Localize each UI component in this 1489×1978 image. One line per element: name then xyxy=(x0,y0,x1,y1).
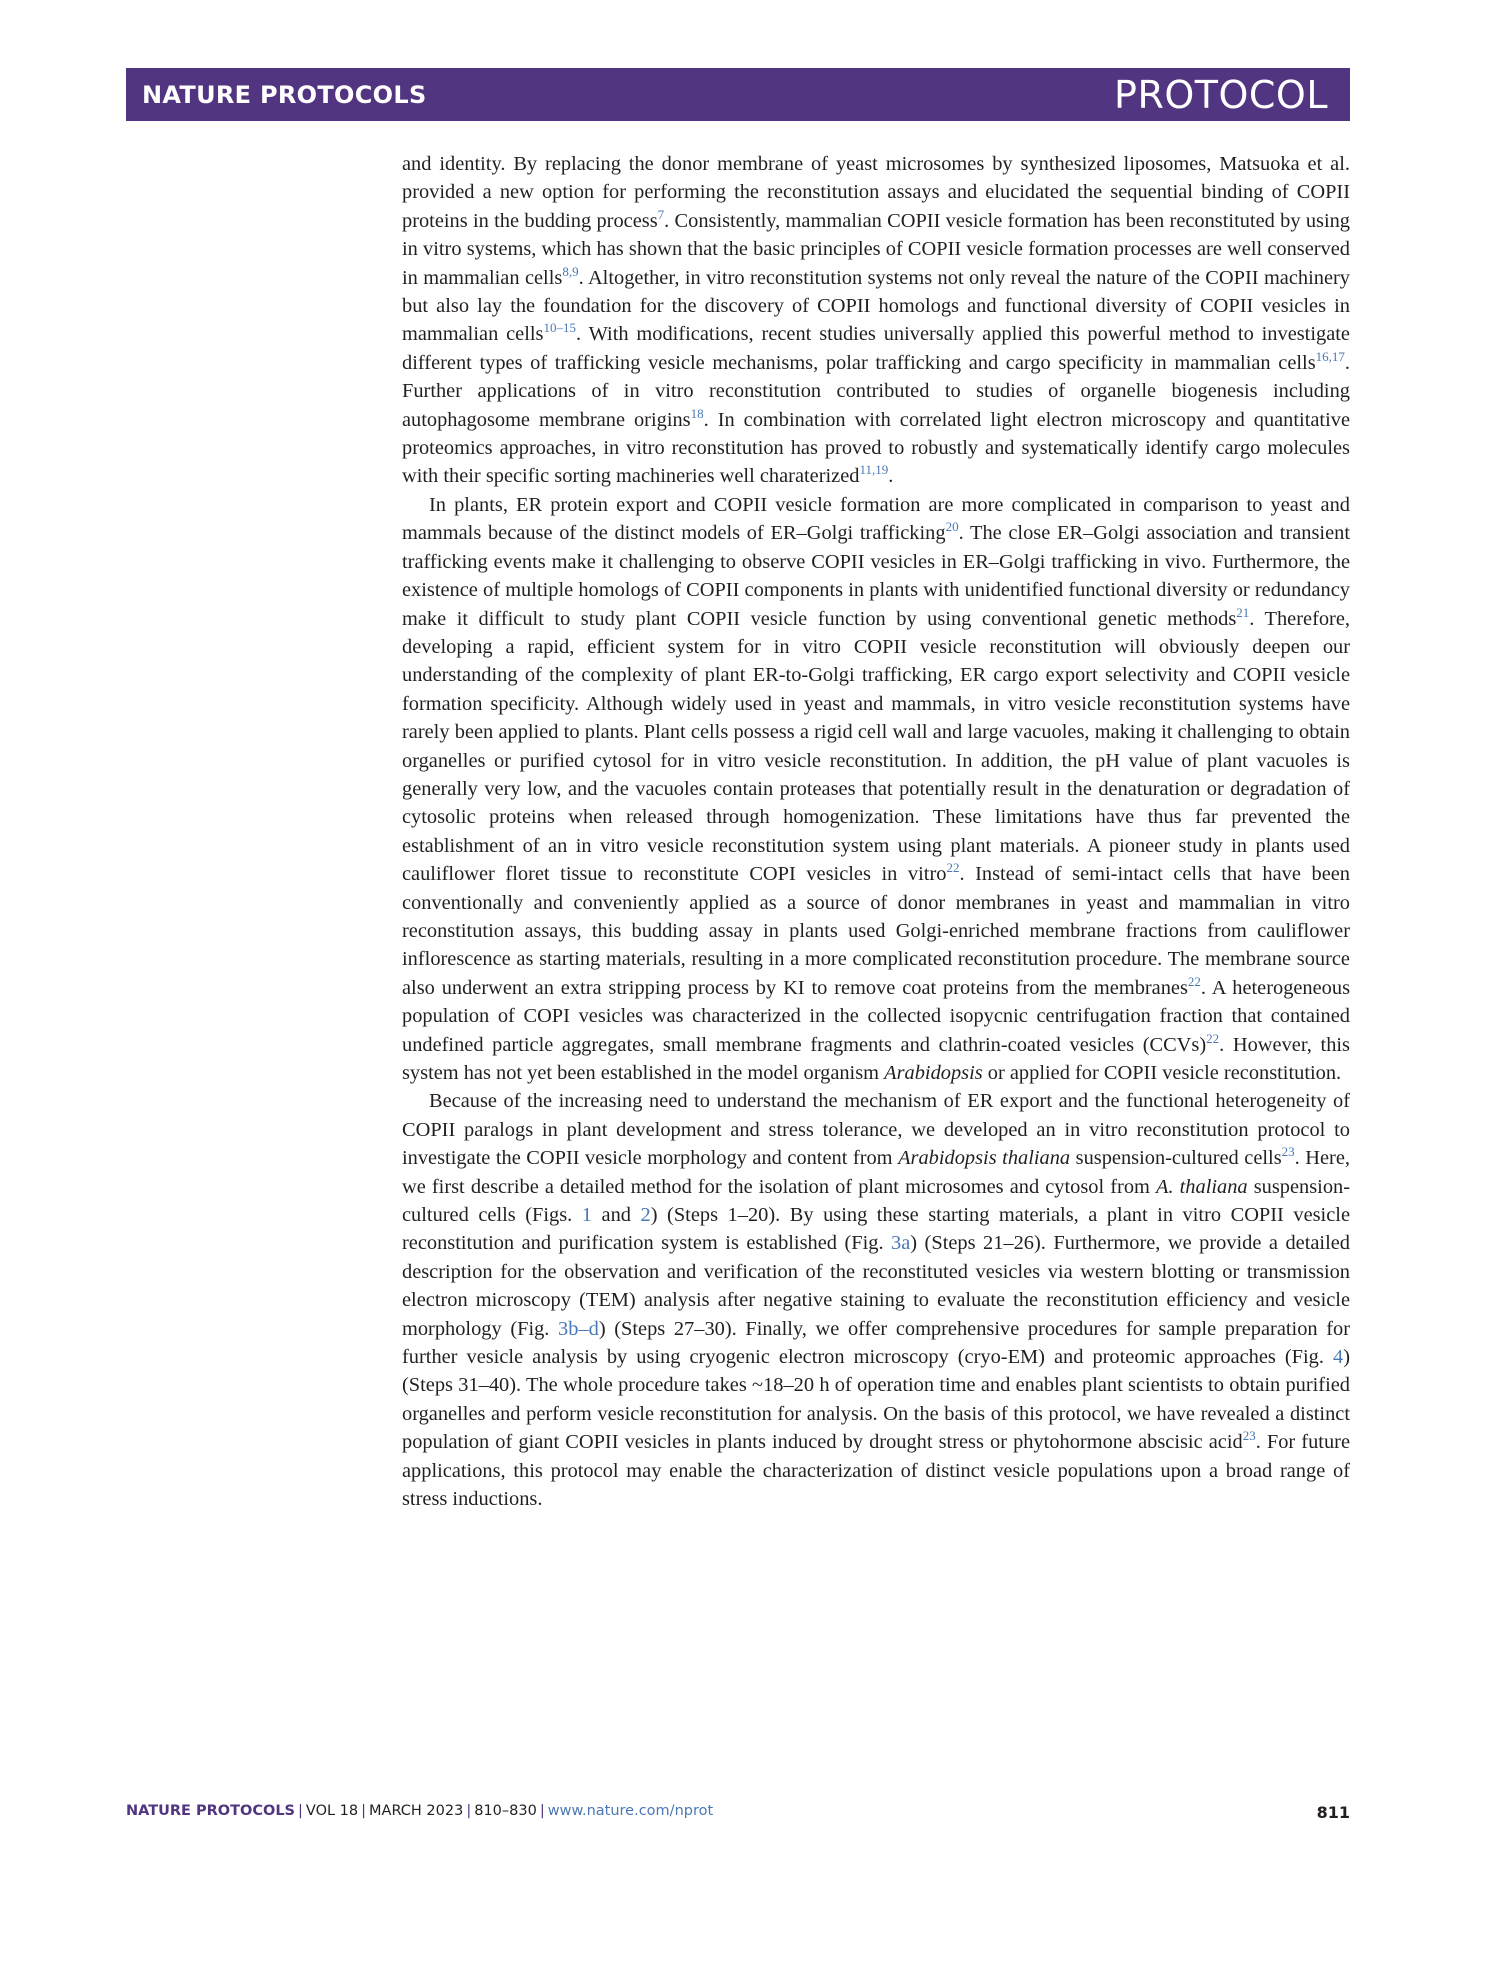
footer-pages: 810–830 xyxy=(474,1803,537,1819)
footer-citation: NATURE PROTOCOLS | VOL 18 | MARCH 2023 | 810–830 | www.nature.com/nprot xyxy=(126,1803,714,1819)
citation-ref-link[interactable]: 16,17 xyxy=(1315,348,1345,364)
footer-volume: VOL 18 xyxy=(305,1803,359,1819)
citation-ref-link[interactable]: 22 xyxy=(946,860,960,876)
citation-ref-link[interactable]: 8,9 xyxy=(562,263,579,279)
italic-species-name: Arabidopsis xyxy=(884,1062,983,1084)
citation-ref-link[interactable]: 11,19 xyxy=(859,462,889,478)
citation-ref-link[interactable]: 21 xyxy=(1236,604,1250,620)
footer-journal[interactable]: NATURE PROTOCOLS xyxy=(126,1803,296,1819)
article-type-label: PROTOCOL xyxy=(1114,72,1328,117)
article-body xyxy=(402,150,1350,1514)
paragraph-1: and identity. By replacing the donor membrane of yeast microsomes by synthesized liposomes, Matsuoka et al. provided a new option for performing the reconstitution assays and elucidated the sequential binding of COPII proteins in the budding process$^7$. Consistently, mammalian COPII vesicle formation has been reconstituted by using in vitro systems, which has shown that the basic principles of COPII vesicle formation processes are well conserved in mammalian cells$^{8,9}$. Altogether, in vitro reconstitution systems not only reveal the nature of the COPII machinery but also lay the foundation for the discovery of COPII homologs and functional diversity of COPII vesicles in mammalian cells$^{10-15}$. With modifications, recent studies universally applied this powerful method to investigate different types of trafficking vesicle mechanisms, polar trafficking and cargo specificity in mammalian cells$^{16,17}$. Further applications of in vitro reconstitution contributed to studies of organelle biogenesis including autophagosome membrane origins$^{18}$. In combination with correlated light electron microscopy and quantitative proteomics approaches, in vitro reconstitution has proved to robustly and systematically identify cargo molecules with their specific sorting machineries well charaterized$^{11,19}$. xyxy=(402,153,1351,488)
figure-ref-link[interactable]: 3b–d xyxy=(558,1317,599,1340)
italic-species-name: A. thaliana xyxy=(1155,1175,1248,1198)
citation-ref-link[interactable]: 18 xyxy=(690,405,704,421)
figure-ref-link[interactable]: 2 xyxy=(640,1204,651,1227)
citation-ref-link[interactable]: 20 xyxy=(945,519,959,535)
footer-date: MARCH 2023 xyxy=(369,1803,464,1819)
journal-header-bar xyxy=(126,68,1350,121)
figure-ref-link[interactable]: 4 xyxy=(1333,1346,1344,1369)
figure-ref-link[interactable]: 1 xyxy=(581,1204,592,1227)
citation-ref-link[interactable]: 7 xyxy=(657,206,665,222)
figure-ref-link[interactable]: 3a xyxy=(891,1232,911,1255)
citation-ref-link[interactable]: 10–15 xyxy=(543,320,576,336)
citation-ref-link[interactable]: 22 xyxy=(1206,1030,1220,1046)
citation-ref-link[interactable]: 23 xyxy=(1242,1428,1256,1444)
citation-ref-link[interactable]: 22 xyxy=(1187,973,1201,989)
page-footer xyxy=(126,1803,1350,1822)
page-number: 811 xyxy=(1316,1803,1350,1822)
paragraph-2: In plants, ER protein export and COPII vesicle formation are more complicated in comparison to yeast and mammals because of the distinct models of ER–Golgi trafficking$^{20}$. The close ER–Golgi association and transient trafficking events make it challenging to observe COPII vesicles in ER–Golgi trafficking in vivo. Furthermore, the existence of multiple homologs of COPII components in plants with unidentified functional diversity or redundancy make it difficult to study plant COPII vesicle function by using conventional genetic methods$^{21}$. Therefore, developing a rapid, efficient system for in vitro COPII vesicle reconstitution will obviously deepen our understanding of the complexity of plant ER-to-Golgi trafficking, ER cargo export selectivity and COPII vesicle formation specificity. Although widely used in yeast and mammals, in vitro vesicle reconstitution systems have rarely been applied to plants. Plant cells possess a rigid cell wall and large vacuoles, making it challenging to obtain organelles or purified cytosol for in vitro vesicle reconstitution. In addition, the pH value of plant vacuoles is generally very low, and the vacuoles contain proteases that potentially result in the denaturation or degradation of cytosolic proteins when released through homogenization. These limitations have thus far prevented the establishment of an in vitro vesicle reconstitution system using plant materials. A pioneer study in plants used cauliflower floret tissue to reconstitute COPI vesicles in vitro$^{22}$. Instead of semi-intact cells that have been conventionally and conveniently applied as a source of donor membranes in yeast and mammalian in vitro reconstitution assays, this budding assay in plants used Golgi-enriched membrane fractions from cauliflower inflorescence as starting materials, resulting in a more complicated reconstitution procedure. The membrane source also underwent an extra stripping process by KI to remove coat proteins from the membranes$^{22}$. A heterogeneous population of COPI vesicles was characterized in the collected isopycnic centrifugation fraction that contained undefined particle aggregates, small membrane fragments and clathrin-coated vesicles (CCVs)$^{22}$. However, this system has not yet been established in the model organism Arabidopsis or applied for COPII vesicle reconstitution. xyxy=(402,493,1351,1084)
italic-species-name: Arabidopsis thaliana xyxy=(898,1147,1071,1170)
footer-url-link[interactable]: www.nature.com/nprot xyxy=(547,1803,714,1819)
citation-ref-link[interactable]: 23 xyxy=(1281,1144,1295,1160)
paragraph-3: Because of the increasing need to understand the mechanism of ER export and the functional heterogeneity of COPII paralogs in plant development and stress tolerance, we developed an in vitro reconstitution protocol to investigate the COPII vesicle morphology and content from Arabidopsis thaliana suspension-cultured cells$^{23}$. Here, we first describe a detailed method for the isolation of plant microsomes and cytosol from A. thaliana suspension-cultured cells (Figs. 1 and 2) (Steps 1–20). By using these starting materials, a plant in vitro COPII vesicle reconstitution and purification system is established (Fig. 3a) (Steps 21–26). Furthermore, we provide a detailed description for the observation and verification of the reconstituted vesicles via western blotting or transmission electron microscopy (TEM) analysis after negative staining to evaluate the reconstitution efficiency and vesicle morphology (Fig. 3b–d) (Steps 27–30). Finally, we offer comprehensive procedures for sample preparation for further vesicle analysis by using cryogenic electron microscopy (cryo-EM) and proteomic approaches (Fig. 4) (Steps 31–40). The whole procedure takes ~18–20 h of operation time and enables plant scientists to obtain purified organelles and perform vesicle reconstitution for analysis. On the basis of this protocol, we have revealed a distinct population of giant COPII vesicles in plants induced by drought stress or phytohormone abscisic acid$^{23}$. For future applications, this protocol may enable the characterization of distinct vesicle populations upon a broad range of stress inductions. xyxy=(402,1090,1351,1511)
journal-name: NATURE PROTOCOLS xyxy=(142,80,427,109)
